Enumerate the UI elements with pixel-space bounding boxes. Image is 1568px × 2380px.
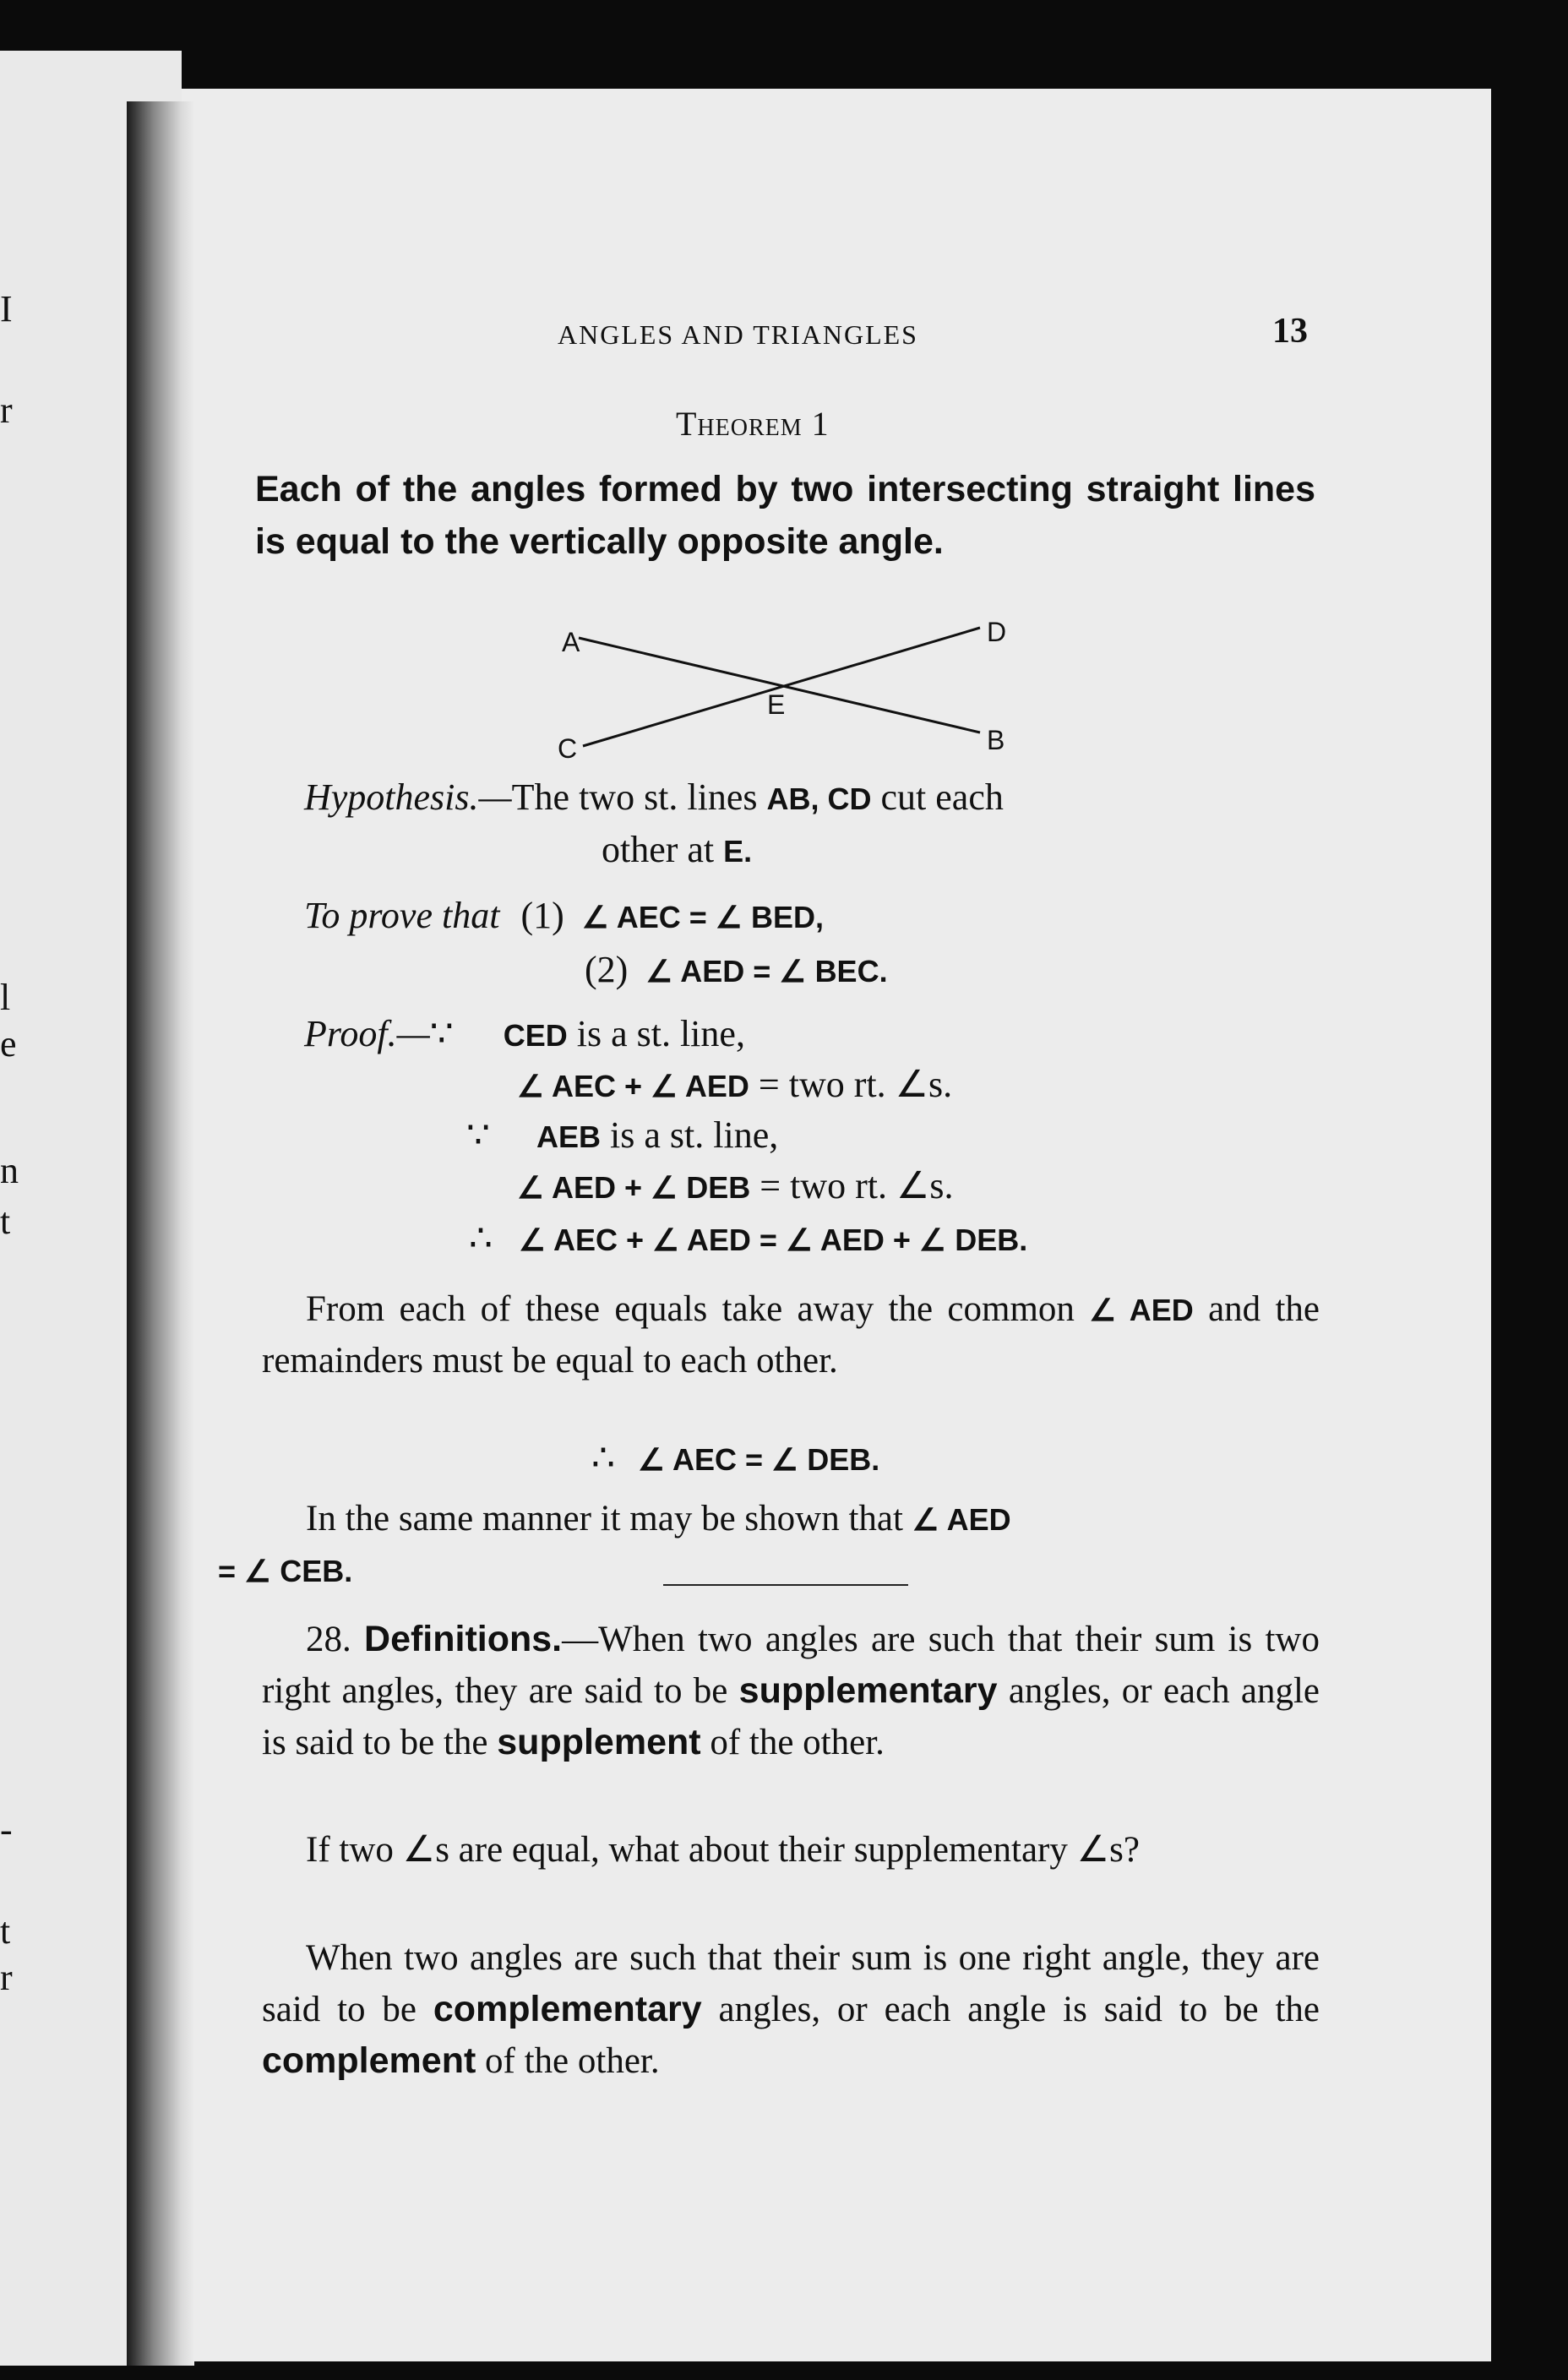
running-header: ANGLES AND TRIANGLES: [558, 319, 918, 350]
proof-term: AEB: [536, 1119, 602, 1154]
left-fragment: r: [0, 1957, 13, 1998]
hypothesis-label: Hypothesis.—: [304, 776, 512, 818]
left-fragment: t: [0, 1910, 11, 1952]
paragraph-text: When two angles are such that their sum is one right angle, they are said to be: [262, 1938, 1320, 2029]
to-prove-line2: [585, 948, 888, 991]
proof-conclusion: ∠ AEC + ∠ AED = ∠ AED + ∠ DEB.: [519, 1223, 1028, 1257]
definitions-paragraph: [262, 1614, 1320, 1768]
line-cd: [583, 628, 980, 746]
proof-line2: [517, 1063, 952, 1106]
hypothesis-point: E.: [723, 834, 753, 869]
to-prove-statement: ∠ AED = ∠ BEC.: [645, 954, 888, 988]
paragraph-text: —When two angles are such that their sum is two right angles, they are said to be: [262, 1620, 1320, 1711]
paragraph-text: and the remainders must be equal to each other.: [262, 1289, 1320, 1381]
paragraph-text: In the same manner it may be shown that: [306, 1499, 912, 1539]
conclusion-line: [591, 1436, 879, 1479]
definitions-heading: Definitions.: [364, 1619, 563, 1659]
term-complementary: complementary: [433, 1989, 702, 2029]
to-prove-label: To prove that: [304, 895, 500, 936]
section-rule: [663, 1584, 908, 1586]
page-number: 13: [1272, 312, 1308, 351]
proof-line3: [466, 1114, 778, 1157]
intersecting-lines-figure: [541, 604, 1031, 765]
left-fragment: n: [0, 1150, 19, 1191]
section-number: 28.: [306, 1620, 365, 1659]
theorem-title: Theorem 1: [676, 405, 830, 443]
paragraph-text: angles, or each angle is said to be the: [701, 1990, 1320, 2029]
same-manner-paragraph: [218, 1494, 1320, 1597]
label-b: B: [987, 725, 1005, 755]
proof-term: ∠ AED + ∠ DEB: [517, 1170, 751, 1205]
term-complement: complement: [262, 2040, 476, 2081]
angle-term: ∠ AED: [1089, 1293, 1194, 1327]
proof-text: is a st. line,: [601, 1114, 779, 1156]
hypothesis-line2: [602, 828, 752, 871]
hypothesis-text: other at: [602, 829, 724, 870]
label-e: E: [767, 689, 786, 720]
proof-term: CED: [503, 1018, 568, 1053]
from-each-paragraph: [262, 1284, 1320, 1386]
therefore-symbol: ∴: [469, 1217, 493, 1259]
left-fragment: -: [0, 1809, 13, 1850]
proof-term: ∠ AEC + ∠ AED: [517, 1069, 749, 1103]
left-fragment: r: [0, 389, 13, 431]
left-fragment: t: [0, 1201, 11, 1242]
left-fragment: l: [0, 977, 11, 1018]
paragraph-text: of the other.: [700, 1723, 885, 1762]
paragraph-text: of the other.: [476, 2041, 660, 2081]
theorem-statement: Each of the angles formed by two intersecting straight lines is equal to the vertically opposite angle.: [255, 469, 1315, 562]
angle-term: ∠ AED: [912, 1502, 1011, 1537]
hypothesis-text: cut each: [871, 776, 1004, 818]
term-supplement: supplement: [497, 1722, 701, 1762]
label-a: A: [562, 627, 580, 657]
to-prove-statement: ∠ AEC = ∠ BED,: [581, 900, 825, 934]
question-paragraph: If two ∠s are equal, what about their supplementary ∠s?: [306, 1830, 1140, 1870]
proof-text: is a st. line,: [567, 1013, 745, 1054]
left-fragment: I: [0, 288, 13, 329]
because-symbol: ∵: [466, 1114, 490, 1156]
paragraph-text: angles, or each angle is said to be the: [262, 1671, 1320, 1762]
angle-term: = ∠ CEB.: [218, 1554, 353, 1588]
proof-text: = two rt. ∠s.: [750, 1165, 954, 1206]
hypothesis-text: The two st. lines: [511, 776, 767, 818]
proof-line4: [517, 1164, 954, 1207]
complementary-paragraph: [262, 1933, 1320, 2087]
conclusion-statement: ∠ AEC = ∠ DEB.: [638, 1442, 880, 1477]
hypothesis-lines: AB, CD: [766, 782, 872, 816]
proof-label: Proof.—: [304, 1013, 430, 1054]
proof-text: = two rt. ∠s.: [749, 1064, 953, 1105]
proof-line1: [304, 1012, 745, 1055]
therefore-symbol: ∴: [591, 1437, 615, 1479]
term-supplementary: supplementary: [738, 1670, 998, 1711]
proof-line5: [469, 1217, 1027, 1260]
because-symbol: ∵: [429, 1013, 454, 1054]
hypothesis-line1: [304, 776, 1004, 819]
to-prove-line1: [304, 894, 824, 937]
to-prove-number: (1): [520, 895, 564, 936]
label-d: D: [987, 617, 1007, 647]
to-prove-number: (2): [585, 949, 629, 990]
left-fragment: e: [0, 1023, 17, 1065]
label-c: C: [558, 733, 578, 764]
paragraph-text: From each of these equals take away the common: [306, 1289, 1090, 1329]
